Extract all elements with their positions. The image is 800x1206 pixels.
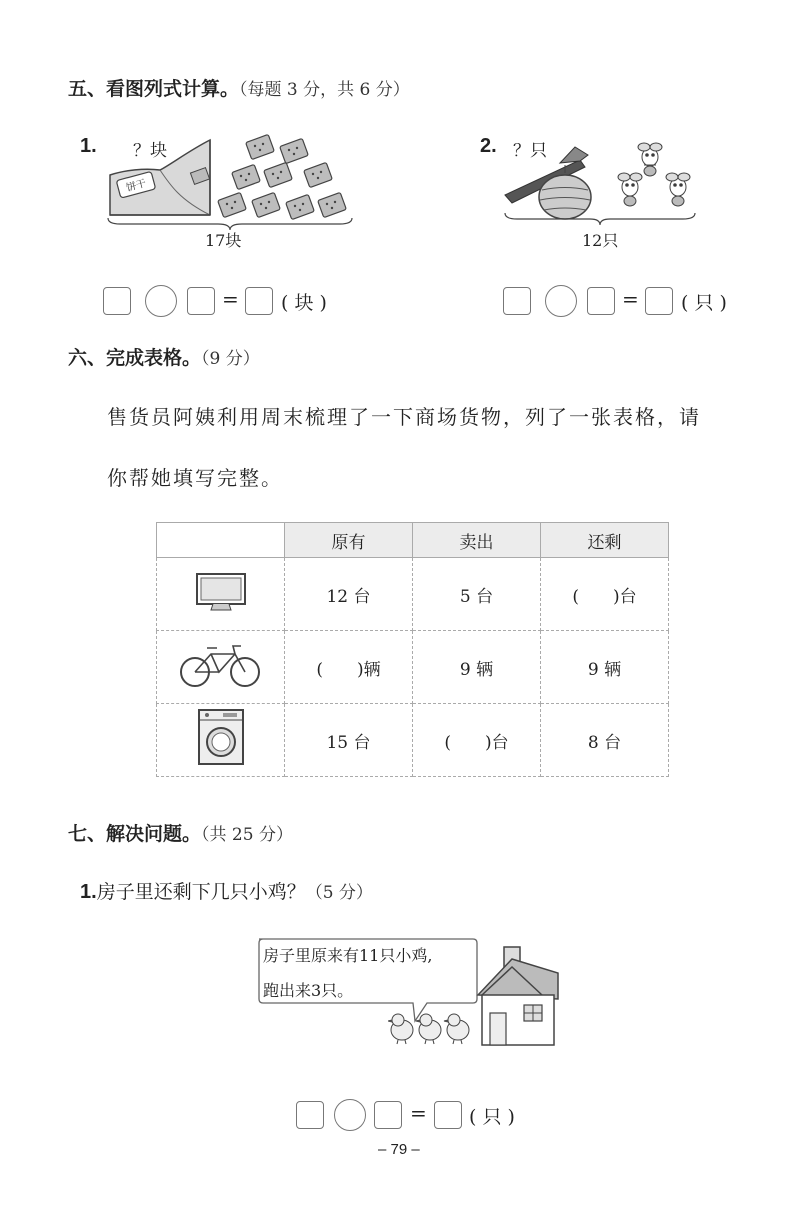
q2-equals: =: [622, 287, 639, 311]
header-sold: 卖出: [413, 523, 541, 558]
section6-paragraph-line2: 你帮她填写完整。: [107, 466, 283, 490]
tv-icon: [191, 570, 251, 614]
q1-unit: [281, 288, 327, 315]
table-header-row: [157, 523, 669, 558]
biscuit: [218, 192, 247, 217]
cell-original-blank[interactable]: ( )辆: [285, 631, 413, 704]
item-cell: [157, 631, 285, 704]
s7-q1-unit-text: 只: [482, 1106, 502, 1128]
close-paren: ): [319, 292, 327, 314]
open-paren: (: [681, 292, 689, 314]
section5-note: （每题 3 分，共 6 分）: [239, 80, 410, 100]
q2-brace: [505, 213, 695, 225]
chicks-illustration: [388, 1008, 472, 1046]
q1-biscuit-illustration: [100, 130, 370, 230]
cell-remaining: 8 台: [541, 704, 669, 777]
header-remaining: 还剩: [541, 523, 669, 558]
biscuit: [304, 162, 333, 187]
cell-sold: 9 辆: [413, 631, 541, 704]
bubble-line2: 跑出来3只。: [263, 981, 354, 1000]
biscuit: [246, 134, 275, 159]
cell-sold: 5 台: [413, 558, 541, 631]
q1-question: ？块: [133, 141, 167, 161]
washing-machine-icon: [193, 708, 249, 768]
biscuit: [280, 138, 309, 163]
s7-q1-operator-circle[interactable]: [334, 1099, 366, 1131]
section6-title: 六、完成表格。: [68, 347, 202, 369]
q1-total: 17块: [205, 231, 242, 250]
package-label: 饼干: [125, 178, 148, 195]
bee: [666, 173, 690, 206]
cell-original: 12 台: [285, 558, 413, 631]
s7-q1-answer-box-2[interactable]: [374, 1101, 402, 1129]
q1-operator-circle[interactable]: [145, 285, 177, 317]
q2-answer-box-1[interactable]: [503, 287, 531, 315]
q2-total: 12只: [582, 231, 619, 250]
q2-unit: [681, 288, 727, 315]
item-cell: [157, 558, 285, 631]
biscuit: [232, 164, 261, 189]
s7-q1-answer-box-1[interactable]: [296, 1101, 324, 1129]
s7-q1-score: （5 分）: [305, 883, 373, 903]
q1-unit-text: 块: [294, 292, 314, 314]
section5-heading: [68, 74, 410, 101]
q1-number: 1.: [80, 135, 97, 157]
cell-sold-blank[interactable]: ( )台: [413, 704, 541, 777]
table-row: [157, 704, 669, 777]
q2-answer-box-3[interactable]: [645, 287, 673, 315]
section6-note: （9 分）: [201, 349, 260, 369]
house-illustration: [470, 945, 565, 1050]
house-door: [490, 1013, 506, 1045]
open-paren: (: [281, 292, 289, 314]
s7-q1-line: [80, 877, 373, 904]
q2-operator-circle[interactable]: [545, 285, 577, 317]
s7-q1-unit: [469, 1102, 515, 1129]
section6-heading: [68, 343, 260, 370]
biscuit: [318, 192, 347, 217]
q1-answer-box-3[interactable]: [245, 287, 273, 315]
q2-number: 2.: [480, 135, 497, 157]
header-original: 原有: [285, 523, 413, 558]
cell-remaining-blank[interactable]: ( )台: [541, 558, 669, 631]
s7-q1-number: 1.: [80, 881, 97, 903]
q1-answer-box-1[interactable]: [103, 287, 131, 315]
section7-title: 七、解决问题。: [68, 823, 202, 845]
q2-question: ？只: [513, 141, 547, 161]
q2-unit-text: 只: [694, 292, 714, 314]
section5-title: 五、看图列式计算。: [68, 78, 240, 100]
q2-bee-illustration: [500, 135, 710, 230]
biscuit: [264, 162, 293, 187]
section7-heading: [68, 819, 293, 846]
s7-q1-question: 房子里还剩下几只小鸡？: [96, 881, 306, 903]
close-paren: ): [507, 1106, 515, 1128]
bicycle-icon: [179, 640, 263, 690]
biscuit: [252, 192, 281, 217]
page-number: – 79 –: [378, 1141, 420, 1158]
q1-equals: =: [222, 287, 239, 311]
bee: [618, 173, 642, 206]
s7-q1-answer-box-3[interactable]: [434, 1101, 462, 1129]
section7-note: （共 25 分）: [201, 825, 293, 845]
biscuit: [286, 194, 315, 219]
bubble-line1: 房子里原来有11只小鸡,: [263, 946, 433, 965]
s7-q1-equals: =: [410, 1101, 427, 1125]
q1-answer-box-2[interactable]: [187, 287, 215, 315]
table-row: [157, 558, 669, 631]
inventory-table: [156, 522, 669, 777]
cell-remaining: 9 辆: [541, 631, 669, 704]
table-row: [157, 631, 669, 704]
bee: [638, 143, 662, 176]
item-cell: [157, 704, 285, 777]
section6-paragraph-line1: 售货员阿姨利用周末梳理了一下商场货物，列了一张表格，请: [107, 405, 701, 429]
cell-original: 15 台: [285, 704, 413, 777]
q2-answer-box-2[interactable]: [587, 287, 615, 315]
close-paren: ): [719, 292, 727, 314]
open-paren: (: [469, 1106, 477, 1128]
header-empty: [157, 523, 285, 558]
